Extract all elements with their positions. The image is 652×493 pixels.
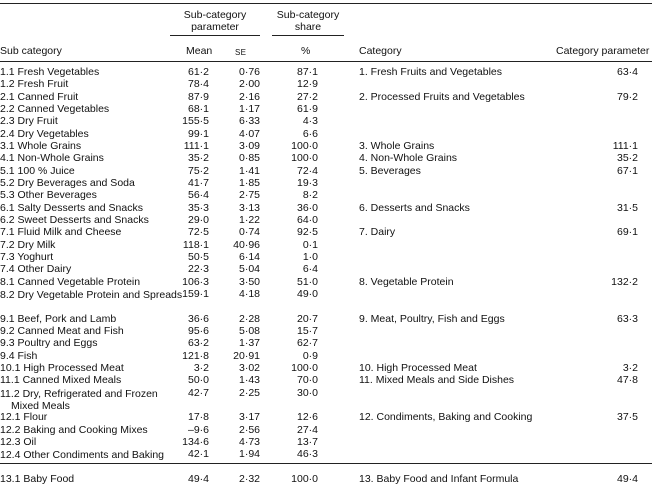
header-subcategory-share: Sub-category share — [276, 9, 340, 33]
category-parameter: 67·1 — [616, 164, 638, 177]
sub-category-se: 3·13 — [238, 201, 260, 214]
sub-category-se: 1·94 — [238, 448, 260, 461]
sub-category-mean: 17·8 — [187, 411, 209, 424]
sub-category-mean: –9·6 — [187, 423, 209, 436]
category-parameter: 47·8 — [616, 374, 638, 387]
sub-category-se: 4·18 — [238, 287, 260, 300]
sub-category-mean: 95·6 — [187, 324, 209, 337]
sub-category-share: 12·6 — [296, 411, 318, 424]
sub-category-name: 7.2 Dry Milk — [0, 238, 56, 251]
sub-category-name: 8.2 Dry Vegetable Protein and Spreads — [0, 288, 183, 301]
sub-category-share: 64·0 — [296, 213, 318, 226]
sub-category-se: 3·09 — [238, 139, 260, 152]
header-subcategory-parameter: Sub-category parameter — [183, 9, 247, 33]
header-se: SE — [235, 48, 247, 57]
sub-category-se: 1·22 — [238, 213, 260, 226]
sub-category-mean: 41·7 — [187, 176, 209, 189]
sub-category-share: 19·3 — [296, 176, 318, 189]
header-group-rule-parameter — [170, 35, 260, 36]
sub-category-share: 27·2 — [296, 90, 318, 103]
sub-category-share: 51·0 — [296, 275, 318, 288]
sub-category-mean: 106·3 — [182, 275, 209, 288]
sub-category-mean: 42·7 — [187, 386, 209, 399]
header-sub-category: Sub category — [0, 45, 62, 57]
category-parameter: 3·2 — [622, 361, 638, 374]
sub-category-share: 100·0 — [291, 472, 318, 485]
sub-category-se: 2·00 — [238, 78, 260, 91]
sub-category-share: 15·7 — [296, 324, 318, 337]
category-parameter: 63·4 — [616, 66, 638, 78]
sub-category-name: 7.1 Fluid Milk and Cheese — [0, 226, 122, 239]
sub-category-se: 0·85 — [238, 152, 260, 165]
sub-category-mean: 134·6 — [182, 435, 209, 448]
sub-category-name: 6.2 Sweet Desserts and Snacks — [0, 213, 149, 226]
category-parameter: 111·1 — [612, 139, 638, 152]
sub-category-se: 2·75 — [238, 189, 260, 202]
sub-category-mean: 121·8 — [182, 349, 209, 362]
sub-category-share: 20·7 — [296, 312, 318, 325]
sub-category-name: 11.1 Canned Mixed Meals — [0, 374, 122, 387]
category-name: 6. Desserts and Snacks — [359, 201, 470, 214]
sub-category-name: 3.1 Whole Grains — [0, 139, 82, 152]
category-name: 3. Whole Grains — [359, 139, 435, 152]
sub-category-mean: 159·1 — [182, 287, 209, 300]
sub-category-mean: 35·2 — [187, 152, 209, 165]
sub-category-se: 1·17 — [238, 102, 260, 115]
sub-category-name: 2.2 Canned Vegetables — [0, 102, 110, 115]
category-parameter: 69·1 — [616, 226, 638, 239]
sub-category-se: 0·74 — [238, 226, 260, 239]
sub-category-se: 5·04 — [238, 263, 260, 276]
sub-category-share: 4·3 — [302, 115, 318, 128]
category-name: 11. Mixed Meals and Side Dishes — [359, 374, 515, 387]
category-parameter: 63·3 — [616, 312, 638, 325]
sub-category-se: 3·50 — [238, 275, 260, 288]
header-rule — [0, 61, 652, 62]
header-category-parameter: Category parameter — [556, 45, 650, 57]
sub-category-name: 12.1 Flour — [0, 411, 48, 424]
sub-category-se: 6·14 — [238, 250, 260, 263]
sub-category-name: 2.1 Canned Fruit — [0, 90, 79, 103]
sub-category-share: 13·7 — [296, 435, 318, 448]
sub-category-se: 4·73 — [238, 435, 260, 448]
sub-category-name: 1.2 Fresh Fruit — [0, 78, 69, 91]
sub-category-mean: 61·2 — [187, 66, 209, 78]
sub-category-share: 100·0 — [291, 361, 318, 374]
category-name: 13. Baby Food and Infant Formula — [359, 472, 519, 485]
sub-category-share: 100·0 — [291, 152, 318, 165]
category-name: 12. Condiments, Baking and Cooking — [359, 411, 533, 424]
sub-category-mean: 78·4 — [187, 78, 209, 91]
category-parameter: 49·4 — [616, 472, 638, 485]
sub-category-share: 27·4 — [296, 423, 318, 436]
header-category: Category — [359, 45, 402, 57]
sub-category-share: 61·9 — [296, 102, 318, 115]
sub-category-name: 2.4 Dry Vegetables — [0, 127, 89, 140]
category-parameter: 79·2 — [616, 90, 638, 103]
header-group-rule-share — [272, 35, 344, 36]
sub-category-mean: 155·5 — [182, 115, 209, 128]
sub-category-se: 40·96 — [233, 238, 260, 251]
sub-category-name: 7.4 Other Dairy — [0, 263, 72, 276]
category-parameter: 37·5 — [616, 411, 638, 424]
sub-category-name: 5.2 Dry Beverages and Soda — [0, 176, 135, 189]
sub-category-se: 2·28 — [238, 312, 260, 325]
sub-category-name: 9.3 Poultry and Eggs — [0, 337, 98, 350]
sub-category-mean: 50·0 — [187, 374, 209, 387]
sub-category-share: 100·0 — [291, 139, 318, 152]
sub-category-name: 9.2 Canned Meat and Fish — [0, 324, 124, 337]
sub-category-name: 12.3 Oil — [0, 435, 37, 448]
sub-category-mean: 75·2 — [187, 164, 209, 177]
category-parameter: 35·2 — [616, 152, 638, 165]
sub-category-mean: 99·1 — [187, 127, 209, 140]
sub-category-se: 1·43 — [238, 374, 260, 387]
sub-category-share: 62·7 — [296, 337, 318, 350]
sub-category-mean: 118·1 — [182, 238, 209, 251]
sub-category-name: 12.4 Other Condiments and Baking — [0, 449, 165, 462]
sub-category-name: 4.1 Non-Whole Grains — [0, 152, 104, 165]
sub-category-share: 0·9 — [302, 349, 318, 362]
sub-category-name: 9.1 Beef, Pork and Lamb — [0, 312, 117, 325]
category-name: 7. Dairy — [359, 226, 396, 239]
category-name: 5. Beverages — [359, 164, 421, 177]
sub-category-name: 7.3 Yoghurt — [0, 250, 54, 263]
sub-category-name: 5.1 100 % Juice — [0, 164, 75, 177]
sub-category-share: 72·4 — [296, 164, 318, 177]
header-percent: % — [301, 45, 311, 57]
sub-category-share: 0·1 — [302, 238, 318, 251]
sub-category-se: 3·17 — [238, 411, 260, 424]
sub-category-se: 2·56 — [238, 423, 260, 436]
sub-category-name: 1.1 Fresh Vegetables — [0, 66, 100, 78]
sub-category-name: 10.1 High Processed Meat — [0, 361, 124, 374]
category-name: 1. Fresh Fruits and Vegetables — [359, 66, 502, 78]
sub-category-se: 1·85 — [238, 176, 260, 189]
sub-category-mean: 42·1 — [187, 448, 209, 461]
sub-category-se: 2·25 — [238, 386, 260, 399]
sub-category-mean: 56·4 — [187, 189, 209, 202]
sub-category-share: 87·1 — [296, 66, 318, 78]
sub-category-name: 8.1 Canned Vegetable Protein — [0, 275, 141, 288]
sub-category-se: 3·02 — [238, 361, 260, 374]
sub-category-mean: 35·3 — [187, 201, 209, 214]
sub-category-share: 92·5 — [296, 226, 318, 239]
category-parameter: 31·5 — [616, 201, 638, 214]
sub-category-se: 2·32 — [238, 472, 260, 485]
category-parameter: 132·2 — [611, 275, 638, 288]
category-name: 8. Vegetable Protein — [359, 275, 454, 288]
sub-category-name: 5.3 Other Beverages — [0, 189, 97, 202]
sub-category-share: 6·4 — [302, 263, 318, 276]
sub-category-name: 12.2 Baking and Cooking Mixes — [0, 423, 148, 436]
sub-category-mean: 3·2 — [193, 361, 209, 374]
sub-category-se: 6·33 — [238, 115, 260, 128]
sub-category-mean: 72·5 — [187, 226, 209, 239]
sub-category-mean: 36·6 — [187, 312, 209, 325]
sub-category-name: 6.1 Salty Desserts and Snacks — [0, 201, 143, 214]
sub-category-se: 1·41 — [238, 164, 260, 177]
sub-category-se: 20·91 — [233, 349, 260, 362]
sub-category-mean: 22·3 — [187, 263, 209, 276]
sub-category-se: 4·07 — [238, 127, 260, 140]
top-rule — [0, 3, 652, 4]
sub-category-name: 9.4 Fish — [0, 349, 38, 362]
sub-category-share: 8·2 — [302, 189, 318, 202]
sub-category-share: 6·6 — [302, 127, 318, 140]
bottom-rule — [0, 463, 652, 464]
sub-category-share: 46·3 — [296, 448, 318, 461]
sub-category-share: 36·0 — [296, 201, 318, 214]
sub-category-mean: 50·5 — [187, 250, 209, 263]
sub-category-share: 70·0 — [296, 374, 318, 387]
sub-category-mean: 49·4 — [187, 472, 209, 485]
sub-category-name: 13.1 Baby Food — [0, 472, 75, 485]
header-mean: Mean — [186, 45, 213, 57]
sub-category-mean: 111·1 — [183, 139, 209, 152]
sub-category-se: 0·76 — [238, 66, 260, 78]
sub-category-se: 5·08 — [238, 324, 260, 337]
sub-category-share: 1·0 — [302, 250, 318, 263]
sub-category-se: 2·16 — [238, 90, 260, 103]
category-name: 4. Non-Whole Grains — [359, 152, 458, 165]
sub-category-mean: 87·9 — [187, 90, 209, 103]
sub-category-mean: 68·1 — [187, 102, 209, 115]
category-name: 2. Processed Fruits and Vegetables — [359, 90, 525, 103]
sub-category-name: 2.3 Dry Fruit — [0, 115, 58, 128]
sub-category-se: 1·37 — [238, 337, 260, 350]
category-name: 9. Meat, Poultry, Fish and Eggs — [359, 312, 505, 325]
sub-category-share: 30·0 — [296, 386, 318, 399]
category-name: 10. High Processed Meat — [359, 361, 477, 374]
sub-category-share: 12·9 — [296, 78, 318, 91]
sub-category-name: 11.2 Dry, Refrigerated and Frozen Mixed Meals — [0, 387, 158, 412]
sub-category-mean: 63·2 — [187, 337, 209, 350]
sub-category-mean: 29·0 — [187, 213, 209, 226]
sub-category-share: 49·0 — [296, 287, 318, 300]
